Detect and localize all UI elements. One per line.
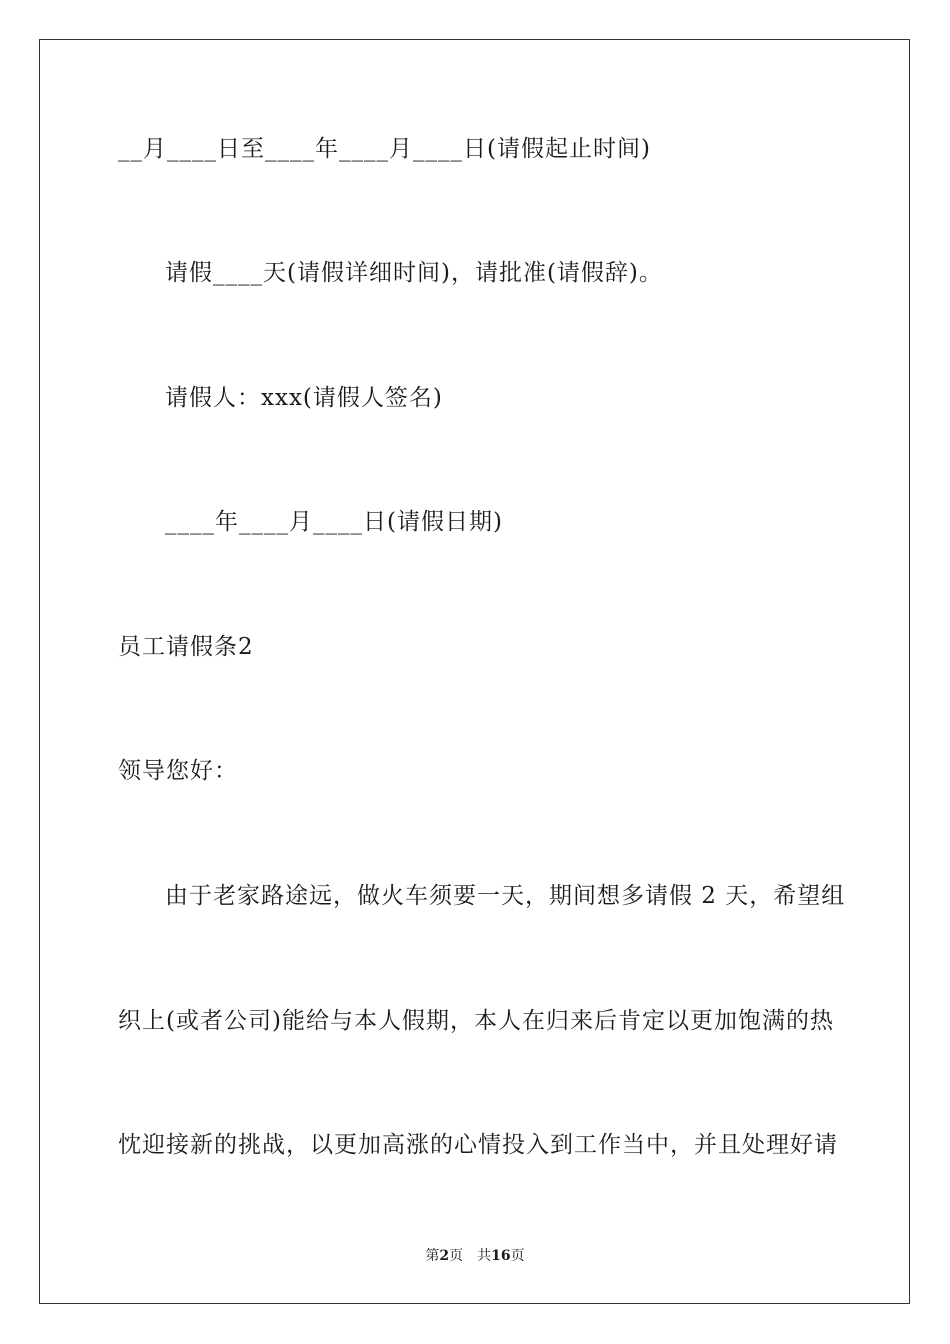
page-suffix: 页 bbox=[449, 1248, 464, 1264]
leave-date-line: ____年____月____日(请假日期) bbox=[165, 509, 503, 535]
page-total: 16 bbox=[491, 1248, 511, 1264]
body-paragraph-line-2: 织上(或者公司)能给与本人假期，本人在归来后肯定以更加饱满的热 bbox=[118, 1008, 834, 1034]
page-border bbox=[39, 39, 910, 1304]
page-prefix: 第 bbox=[425, 1248, 440, 1264]
page-footer bbox=[0, 1247, 950, 1265]
salutation: 领导您好： bbox=[118, 758, 238, 784]
applicant-signature-line: 请假人：xxx(请假人签名) bbox=[165, 385, 443, 411]
leave-days-line: 请假____天(请假详细时间)，请批准(请假辞)。 bbox=[165, 260, 663, 286]
body-paragraph-line-1: 由于老家路途远，做火车须要一天，期间想多请假 2 天，希望组 bbox=[165, 883, 846, 909]
total-prefix: 共 bbox=[477, 1248, 492, 1264]
page-current: 2 bbox=[439, 1248, 450, 1264]
body-paragraph-line-3: 忱迎接新的挑战，以更加高涨的心情投入到工作当中，并且处理好请 bbox=[118, 1132, 838, 1158]
leave-period-line: __月____日至____年____月____日(请假起止时间) bbox=[118, 136, 651, 162]
section-title: 员工请假条2 bbox=[118, 634, 254, 660]
total-suffix: 页 bbox=[510, 1248, 525, 1264]
